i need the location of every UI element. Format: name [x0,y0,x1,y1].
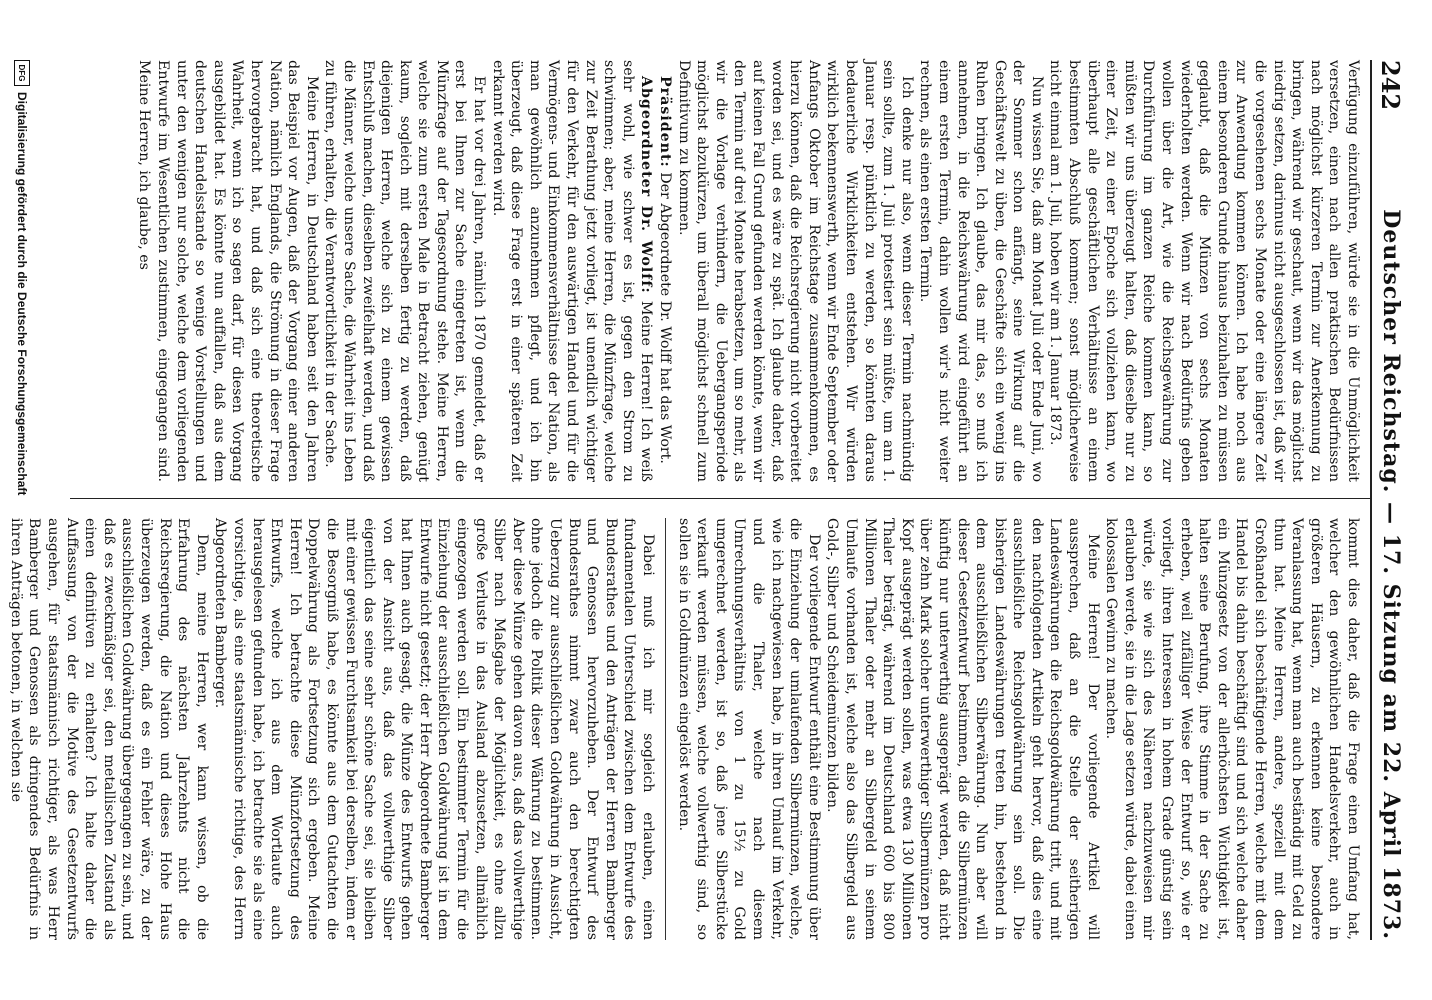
paragraph: Der vorliegende Entwurf enthält eine Bestimmung über die Einziehung der umlaufenden Silbermünzen, welche, wie ich nachgewiesen habe, in ihren Umlauf im Verkehr, und die Thaler, welche nach diesem Umrechnungsverhältnis von 1 zu 15½ zu Gold umgerechnet werden, ist so, daß jene Silberstücke verkauft werden müssen, welche vollwerthig sind, so sollen sie in Goldmünzen eingelöst werden. [675,518,822,940]
speaker-president: Präsident: [657,76,674,168]
dfg-logo-icon: DFG [14,60,30,86]
header-rule [1370,60,1372,940]
wolff-statement [488,60,655,482]
paragraph: Meine Herren! Der vorliegende Artikel will aussprechen, daß an die Stelle der seitherigen Landeswährungen die Reichsgoldwährung tritt, und mit den nachfolgenden Artikeln geht hervor, daß dies eine ausschließliche Reichsgoldwährung sein soll. Die bisherigen Landeswährungen treten hin, bestehend in dem ausschließlichen Silberwährung. Nun aber will dieser Gesetzentwurf bestimmen, daß die Silbermünzen künftig nur unterwerthig ausgeprägt werden, daß nicht über zehn Mark solcher unterwerthiger Silbermünzen pro Kopf ausgeprägt werden sollen, was etwa 130 Millionen Thaler beträgt, während im Deutschland 600 bis 800 Millionen Thaler oder mehr an Silbergeld in seinem Umlaufe vorhanden ist, welche also das Silbergeld aus Gold-, Silber und Scheidemünzen bilden. [824,518,1101,940]
president-statement [655,60,674,482]
column-divider [70,498,1370,499]
paragraph: Verfügung einzuführen, würde sie in die Unmöglichkeit versetzen, einen nach allen praktischen Bedürfnissen nach möglichst kürzeren Termin zur Anerkennung zu bringen, während wir geschaut, wenn wir das möglichst niedrig setzen, darinnus nicht ausgeschlossen ist, daß wir die vorgesehenen sechs Monate oder eine längere Zeit zur Anwendung kommen können. Ich habe noch aus einem besonderen Grunde hinaus beizuhalten zu müssen geglaubt, daß die Münzen von sechs Monaten wiederholten werden. Wenn wir nach Bedürfnis geben wollen über die Art, wie die Reichsgewährung zur Durchführung im ganzen Reiche kommen kann, so müßten wir uns überzeugt halten, daß dieselbe nur zu einer Zeit, zu einer Epoche sich vollziehen kann, wo überhaupt alle geschäftlichen Verhältnisse an einem bestimmten Abschluß kommen; sonst möglicherweise nicht einmal am 1. Juli, hoben wir am 1. Januar 1873. [1047,60,1361,482]
paragraph: Denn, meine Herren, wer kann wissen, ob die Erfahrung des nächsten Jahrzehnts nicht die Reichsregierung, die Nation und dieses Hohe Haus überzeugen werden, daß es ein Fehler wäre, zu der ausschließlichen Goldwährung übergegangen zu sein, und daß es zweckmäßiger sei, den metallischen Zustand als einen definitiven zu erhalten? Ich halte daher die Auffassung, von der die Motive des Gesetzentwurfs ausgehen, für staatsmännisch richtiger, als was Herr Bamberger und Genossen als dringendes Bedürfnis in ihren Anträgen betonen, in welchen sie [7,518,210,940]
wolff-text: Meine Herren! Ich weiß sehr wohl, wie schwer es ist, gegen den Strom zu schwimmen; aber, meine Herren, die Münzfrage, welche zur Zeit Berathung jetzt vorliegt, ist unendlich wichtiger für den Verkehr, für den auswärtigen Handel und für die Vermögens- und Einkommensverhältnisse der Nation, als man gewöhnlich anzunehmen pflegt, und ich bin überzeugt, daß diese Frage erst in einer späteren Zeit erkannt werden wird. [489,60,655,482]
paragraph: Er hat vor drei Jahren, nämlich 1870 gemeldet, daß er erst bei Ihnen zur Sache eingetreten ist, wenn die Münzfrage auf der Tagesordnung stehe. Meine Herren, welche sie zum ersten Male in Betracht ziehen, genügt kaum, sogleich mit derselben fertig zu werden, daß diejenigen Herren, welche sich zu einem gewissen Entschluß machen, dieselben zweifelhaft werden, und daß die Männer, welche unsere Sache, die Wahrheit ins Leben zu führen, erhalten, die Verantwortlichkeit in der Sache. [322,60,488,482]
page-header [1374,60,1408,940]
section-divider [665,518,666,940]
right-column [7,518,1362,940]
paragraph: Meine Herren, in Deutschland haben seit den Jahren das Beispiel vor Augen, daß der Vorgang einer anderen Nation, nämlich Englands, die Strömung in dieser Frage hervorgebracht hat, und daß sich eine theoretische Wahrheit, wenn ich so sagen darf, für diesen Vorgang ausgebildet hat. Es könnte nun auffallen, daß aus dem deutschen Handelsstande so wenige Vorstellungen und unter den wenigen nur solche, welche dem vorliegenden Entwurfe im Wesentlichen zustimmen, eingegangen sind. Meine Herren, ich glaube, es [136,60,320,482]
digitization-credit [14,60,30,495]
speaker-wolff: Abgeordneter Dr. Wolff: [638,76,655,294]
left-column [70,60,1362,482]
credit-text: Digitalisierung gefördert durch die Deutsche Forschungsgemeinschaft [15,92,29,496]
paragraph: Nun wissen Sie, daß am Monat Juli oder Ende Juni, wo der Sommer schon anfängt, seine Wirkung auf die Geschäftswelt zu üben, die Geschäfte sich ein wenig ins Ruhen bringen. Ich glaube, das mir das, so muß ich annehmen, in die Reichswährung wird eingeführt an einem ersten Termin, dahin wollen wir's nicht weiter rechnen, als einen ersten Termin. [917,60,1045,482]
page-title: Deutscher Reichstag. — 17. Sitzung am 22. April 1873. [1378,209,1404,940]
president-text: Der Abgeordnete Dr. Wolff hat das Wort. [657,172,674,464]
page-number: 242 [1376,60,1406,111]
paragraph: Ich denke nur also, wenn dieser Termin nachmündig sein sollte, zum 1. Juli protestiert sein müßte, um am 1. Januar resp. pünktlich zu werden, so könnten daraus bedauerliche Wirklichkeiten entstehen. Wir würden wirklich bekennenswerth, wenn wir Ende September oder Anfangs Oktober im Reichstage zusammenkommen, es hierzu können, daß die Reichsregierung nicht vorbereitet worden sei, und es wäre zu spät. Ich glaube daher, daß auf keinen Fall Grund gefunden werden könnte, wenn wir den Termin auf drei Monate herabsetzen, um so mehr, als wir die Vorlage verhindern, die Uebergangsperiode möglichst abzukürzen, um überall möglichst schnell zum Definitivum zu kommen. [675,60,915,482]
paragraph: kommt dies daher, daß die Frage einen Umfang hat, welcher den gewöhnlichen Handelsverkehr, auch in größeren Häusern, zu erkennen keine besondere Veranlassung hat, wenn man auch beständig mit Geld zu thun hat. Meine Herren, andere, speziell mit dem Großhandel sich beschäftigende Herren, welche mit dem Handel bis dahin beschäftigt sind und sich welche daher ein Münzgesetz von der allerhöchsten Wichtigkeit ist, halten seine Berufung, ihre Stimme in der Sache zu erheben, weil zufälliger Weise der Entwurf so, wie er vorliegt, ihren Interessen in hohem Grade günstig sein würde, sie wie sich des Näheren nachzuweisen mir erlauben werde, sie in die Lage setzen würde, dabei einen kolossalen Gewinn zu machen. [1103,518,1361,940]
paragraph: Dabei muß ich mir sogleich erlauben, einen fundamentalen Unterschied zwischen dem Entwurfe des Bundesrathes und den Anträgen der Herren Bamberger und Genossen hervorzuheben. Der Entwurf des Bundesrathes nimmt zwar auch den berechtigten Ueberzug zur ausschließlichen Goldwährung in Aussicht, ohne jedoch die Politik dieser Währung zu bestimmen. Aber diese Münze gehen davon aus, daß das vollwerthige Silber nach Maßgabe der Möglichkeit, es ohne allzu große Verluste in das Ausland abzusetzen, allmählich eingezogen werden soll. Ein bestimmter Termin für die Einziehung der ausschließlichen Goldwährung ist in dem Entwurfe nicht gesetzt; der Herr Abgeordnete Bamberger hat Ihnen auch gesagt, die Münze des Entwurfs gehen von der Ansicht aus, daß das vollwerthige Silber eigentlich das seine sehr schöne Sache sei, sie bleiben mit einer gewissen Furchtsamkeit bei derselben, indem er die Besorgniß habe, es könnte aus dem Gutachten die Doppelwährung als Fortsetzung sich ergeben. Meine Herren! Ich betrachte diese Münzfortsetzung des Entwurfs, welche ich aus dem Wortlaute auch herausgelesen gefunden habe, ich betrachte sie als eine vorsichtige, als eine staatsmännische richtige, des Herrn Abgeordneten Bamberger. [212,518,657,940]
